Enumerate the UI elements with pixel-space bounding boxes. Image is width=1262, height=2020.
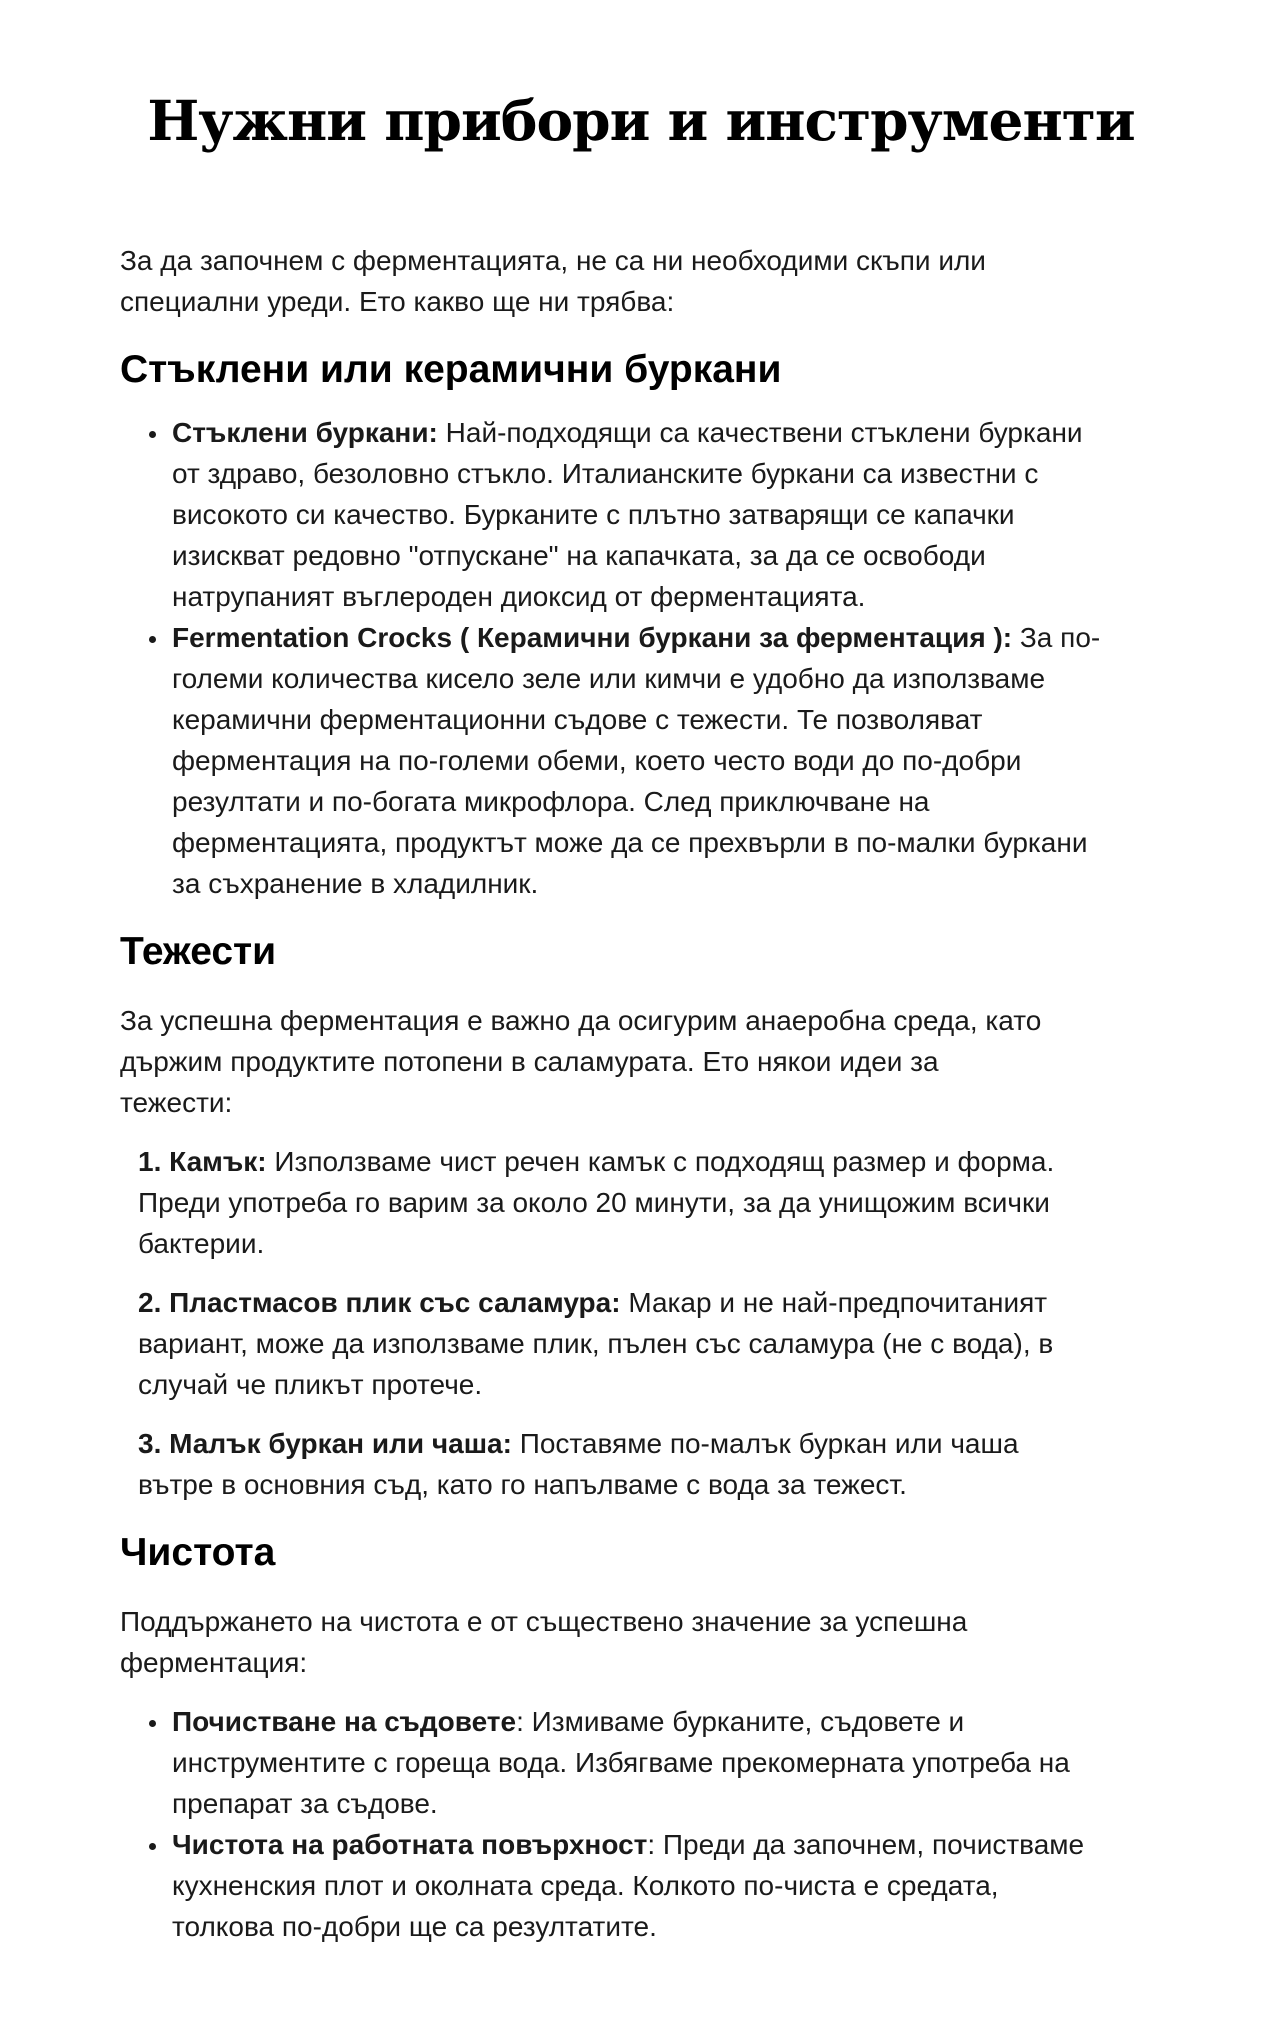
list-item-text: : Преди да започнем, почистваме кухненския плот и околната среда. Колкото по-чиста е средата, толкова по-добри ще са резултатите. [172,1829,1085,1942]
list-item-text: За по-големи количества кисело зеле или кимчи е удобно да използваме керамични ферментационни съдове с тежести. Те позволяват ферментация на по-големи обеми, което често води до по-добри резултати и по-богата микрофлора. След приключване на ферментацията, продуктът може да се прехвърли в по-малки буркани за съхранение в хладилник. [172,622,1101,899]
intro-paragraph: За да започнем с ферментацията, не са ни необходими скъпи или специални уреди. Ето какво ще ни трябва: [120,245,986,317]
numbered-item-lead: 1. Камък: [138,1146,267,1177]
page-title: Нужни прибори и инструменти [147,88,1135,153]
numbered-item-text: Поставяме по-малък буркан или чаша вътре в основния съд, като го напълваме с вода за тежест. [138,1428,1019,1500]
cleanliness-list [120,1701,1162,1947]
list-item-lead: Fermentation Crocks ( Керамични буркани за ферментация ): [172,622,1013,653]
numbered-item [138,1423,1068,1505]
jars-list [120,412,1162,904]
numbered-item-lead: 2. Пластмасов плик със саламура: [138,1287,621,1318]
list-item [170,412,1107,617]
weights-paragraph: За успешна ферментация е важно да осигурим анаеробна среда, като държим продуктите потопени в саламурата. Ето някои идеи за тежести: [120,1005,1042,1118]
section-heading-jars: Стъклени или керамични буркани [120,348,782,391]
numbered-item [138,1282,1068,1405]
list-item [170,1824,1107,1947]
numbered-item-lead: 3. Малък буркан или чаша: [138,1428,512,1459]
cleanliness-paragraph: Поддържането на чистота е от съществено значение за успешна ферментация: [120,1606,968,1678]
numbered-item-text: Макар и не най-предпочитаният вариант, може да използваме плик, пълен със саламура (не с вода), в случай че пликът протече. [138,1287,1054,1400]
numbered-item [138,1141,1068,1264]
list-item-lead: Почистване на съдовете [172,1706,517,1737]
list-item [170,1701,1107,1824]
section-heading-weights: Тежести [120,930,277,973]
section-heading-cleanliness: Чистота [120,1531,276,1574]
list-item-text: : Измиваме бурканите, съдовете и инструментите с гореща вода. Избягваме прекомерната употреба на препарат за съдове. [172,1706,1070,1819]
list-item-lead: Чистота на работната повърхност [172,1829,648,1860]
list-item-text: Най-подходящи са качествени стъклени буркани от здраво, безоловно стъкло. Италианските буркани са известни с високото си качество. Бурканите с плътно затварящи се капачки изискват редовно "отпускане" на капачката, за да се освободи натрупаният въглероден диоксид от ферментацията. [172,417,1083,612]
list-item-lead: Стъклени буркани: [172,417,438,448]
list-item [170,617,1107,904]
numbered-item-text: Използваме чист речен камък с подходящ размер и форма. Преди употреба го варим за около 20 минути, за да унищожим всички бактерии. [138,1146,1055,1259]
